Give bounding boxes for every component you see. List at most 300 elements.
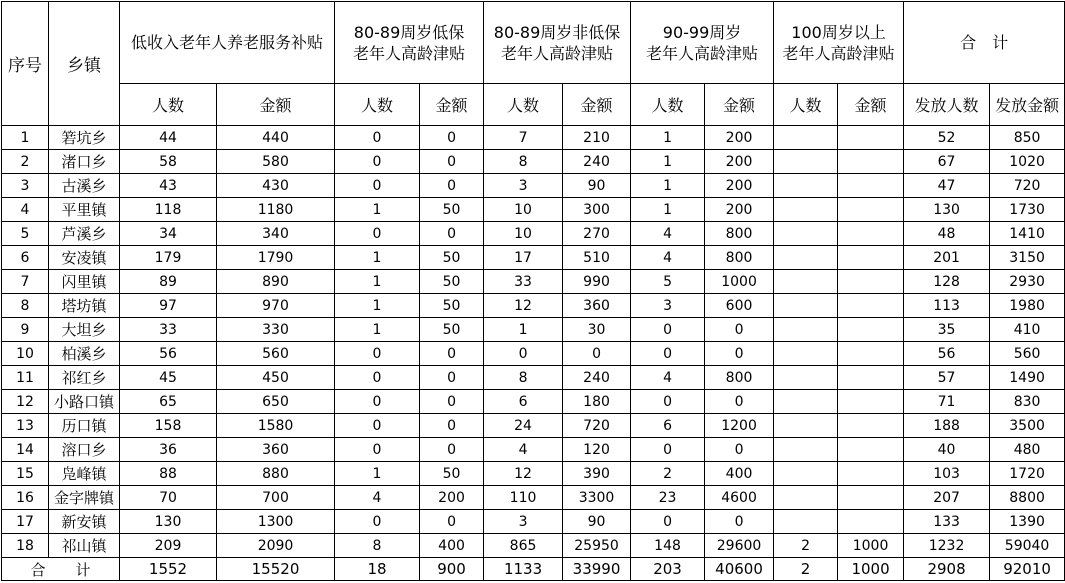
value-cell: 720 — [990, 174, 1065, 198]
value-cell — [774, 462, 838, 486]
value-cell: 133 — [904, 510, 990, 534]
total-value-cell: 2 — [774, 558, 838, 581]
value-cell: 8 — [484, 366, 563, 390]
seq-cell: 10 — [2, 342, 49, 366]
value-cell: 200 — [705, 198, 774, 222]
value-cell — [838, 486, 904, 510]
total-value-cell: 1552 — [120, 558, 217, 581]
subsidy-table — [1, 1, 1065, 581]
value-cell: 0 — [335, 342, 420, 366]
value-cell: 400 — [705, 462, 774, 486]
value-cell: 25950 — [563, 534, 631, 558]
value-cell: 1232 — [904, 534, 990, 558]
seq-header: 序号 — [2, 2, 49, 126]
town-cell: 新安镇 — [49, 510, 120, 534]
value-cell: 800 — [705, 366, 774, 390]
value-cell — [838, 270, 904, 294]
value-cell: 200 — [705, 126, 774, 150]
value-cell — [838, 198, 904, 222]
seq-cell: 9 — [2, 318, 49, 342]
table-row — [2, 486, 1065, 510]
sub-header: 人数 — [335, 84, 420, 126]
group-header-line: 100周岁以上 — [791, 22, 886, 42]
town-cell: 古溪乡 — [49, 174, 120, 198]
group-header-90-99 — [631, 2, 774, 84]
value-cell: 118 — [120, 198, 217, 222]
value-cell: 3 — [631, 294, 705, 318]
value-cell: 113 — [904, 294, 990, 318]
value-cell: 89 — [120, 270, 217, 294]
value-cell: 1490 — [990, 366, 1065, 390]
table-row — [2, 462, 1065, 486]
value-cell: 43 — [120, 174, 217, 198]
total-value-cell: 33990 — [563, 558, 631, 581]
town-cell: 柏溪乡 — [49, 342, 120, 366]
value-cell: 12 — [484, 294, 563, 318]
value-cell: 0 — [705, 510, 774, 534]
value-cell: 50 — [420, 294, 484, 318]
value-cell: 209 — [120, 534, 217, 558]
table-row — [2, 438, 1065, 462]
value-cell: 880 — [217, 462, 335, 486]
value-cell: 158 — [120, 414, 217, 438]
value-cell: 0 — [705, 390, 774, 414]
value-cell: 0 — [705, 342, 774, 366]
town-cell: 安凌镇 — [49, 246, 120, 270]
value-cell: 1 — [335, 294, 420, 318]
value-cell — [838, 150, 904, 174]
town-cell: 历口镇 — [49, 414, 120, 438]
town-cell: 溶口乡 — [49, 438, 120, 462]
value-cell: 5 — [631, 270, 705, 294]
value-cell: 201 — [904, 246, 990, 270]
value-cell: 300 — [563, 198, 631, 222]
value-cell: 70 — [120, 486, 217, 510]
value-cell: 33 — [120, 318, 217, 342]
value-cell — [774, 366, 838, 390]
group-header-total — [904, 2, 1065, 84]
value-cell — [774, 246, 838, 270]
value-cell: 90 — [563, 510, 631, 534]
value-cell: 1580 — [217, 414, 335, 438]
value-cell: 0 — [335, 150, 420, 174]
table-row — [2, 246, 1065, 270]
sub-header: 金额 — [420, 84, 484, 126]
value-cell: 340 — [217, 222, 335, 246]
value-cell: 17 — [484, 246, 563, 270]
total-value-cell: 203 — [631, 558, 705, 581]
sub-header: 发放金额 — [990, 84, 1065, 126]
value-cell — [774, 318, 838, 342]
value-cell: 210 — [563, 126, 631, 150]
value-cell: 240 — [563, 150, 631, 174]
town-cell: 箬坑乡 — [49, 126, 120, 150]
value-cell: 45 — [120, 366, 217, 390]
value-cell: 0 — [335, 414, 420, 438]
value-cell: 0 — [335, 510, 420, 534]
value-cell — [838, 174, 904, 198]
seq-cell: 1 — [2, 126, 49, 150]
value-cell: 360 — [217, 438, 335, 462]
group-header-line: 老年人高龄津贴 — [782, 43, 895, 63]
value-cell: 3 — [484, 174, 563, 198]
town-cell: 小路口镇 — [49, 390, 120, 414]
value-cell: 10 — [484, 198, 563, 222]
value-cell: 8 — [335, 534, 420, 558]
seq-cell: 18 — [2, 534, 49, 558]
value-cell — [838, 294, 904, 318]
town-cell: 渚口乡 — [49, 150, 120, 174]
value-cell: 700 — [217, 486, 335, 510]
value-cell: 390 — [563, 462, 631, 486]
value-cell — [774, 270, 838, 294]
value-cell: 6 — [631, 414, 705, 438]
value-cell — [774, 414, 838, 438]
value-cell: 800 — [705, 222, 774, 246]
table-row — [2, 366, 1065, 390]
value-cell: 34 — [120, 222, 217, 246]
town-cell: 平里镇 — [49, 198, 120, 222]
value-cell: 35 — [904, 318, 990, 342]
value-cell — [838, 438, 904, 462]
value-cell: 0 — [563, 342, 631, 366]
value-cell: 0 — [420, 390, 484, 414]
sub-header: 人数 — [631, 84, 705, 126]
value-cell: 1720 — [990, 462, 1065, 486]
table-row — [2, 174, 1065, 198]
value-cell: 4 — [631, 246, 705, 270]
value-cell: 0 — [420, 438, 484, 462]
value-cell: 57 — [904, 366, 990, 390]
value-cell: 36 — [120, 438, 217, 462]
value-cell: 510 — [563, 246, 631, 270]
value-cell: 1 — [484, 318, 563, 342]
value-cell: 4 — [335, 486, 420, 510]
value-cell: 0 — [420, 342, 484, 366]
value-cell: 3300 — [563, 486, 631, 510]
sub-header: 金额 — [705, 84, 774, 126]
seq-cell: 8 — [2, 294, 49, 318]
value-cell: 850 — [990, 126, 1065, 150]
value-cell: 0 — [335, 438, 420, 462]
value-cell: 450 — [217, 366, 335, 390]
value-cell: 65 — [120, 390, 217, 414]
table-row — [2, 222, 1065, 246]
table-row — [2, 294, 1065, 318]
total-value-cell: 40600 — [705, 558, 774, 581]
value-cell — [774, 222, 838, 246]
value-cell: 1 — [335, 462, 420, 486]
sub-header: 人数 — [484, 84, 563, 126]
value-cell: 240 — [563, 366, 631, 390]
value-cell: 179 — [120, 246, 217, 270]
value-cell: 1 — [631, 174, 705, 198]
total-value-cell: 2908 — [904, 558, 990, 581]
value-cell — [838, 318, 904, 342]
seq-cell: 16 — [2, 486, 49, 510]
value-cell — [774, 438, 838, 462]
value-cell: 58 — [120, 150, 217, 174]
value-cell — [774, 390, 838, 414]
seq-cell: 17 — [2, 510, 49, 534]
value-cell: 130 — [904, 198, 990, 222]
table-row — [2, 534, 1065, 558]
value-cell: 580 — [217, 150, 335, 174]
value-cell: 410 — [990, 318, 1065, 342]
seq-cell: 7 — [2, 270, 49, 294]
value-cell: 0 — [335, 390, 420, 414]
value-cell: 0 — [335, 174, 420, 198]
sub-header: 人数 — [774, 84, 838, 126]
value-cell: 180 — [563, 390, 631, 414]
value-cell: 4600 — [705, 486, 774, 510]
group-header-80-89-dibao — [335, 2, 484, 84]
value-cell: 720 — [563, 414, 631, 438]
table-row — [2, 198, 1065, 222]
group-header-line: 合 计 — [960, 33, 1009, 52]
value-cell: 4 — [631, 366, 705, 390]
value-cell: 90 — [563, 174, 631, 198]
value-cell: 67 — [904, 150, 990, 174]
seq-cell: 4 — [2, 198, 49, 222]
value-cell: 200 — [420, 486, 484, 510]
table-row — [2, 390, 1065, 414]
value-cell — [774, 294, 838, 318]
group-header-line: 老年人高龄津贴 — [501, 43, 614, 63]
value-cell — [838, 126, 904, 150]
value-cell: 0 — [705, 438, 774, 462]
value-cell: 1980 — [990, 294, 1065, 318]
town-cell: 凫峰镇 — [49, 462, 120, 486]
value-cell — [774, 342, 838, 366]
seq-cell: 3 — [2, 174, 49, 198]
value-cell: 88 — [120, 462, 217, 486]
value-cell: 103 — [904, 462, 990, 486]
value-cell: 24 — [484, 414, 563, 438]
value-cell: 50 — [420, 270, 484, 294]
value-cell: 800 — [705, 246, 774, 270]
value-cell: 1000 — [838, 534, 904, 558]
value-cell: 560 — [217, 342, 335, 366]
town-cell: 闪里镇 — [49, 270, 120, 294]
value-cell — [838, 222, 904, 246]
value-cell: 2090 — [217, 534, 335, 558]
town-cell: 祁山镇 — [49, 534, 120, 558]
total-value-cell: 900 — [420, 558, 484, 581]
group-header-line: 90-99周岁 — [662, 22, 742, 42]
total-value-cell: 18 — [335, 558, 420, 581]
value-cell: 0 — [335, 126, 420, 150]
value-cell: 480 — [990, 438, 1065, 462]
value-cell: 3150 — [990, 246, 1065, 270]
value-cell: 6 — [484, 390, 563, 414]
value-cell — [838, 390, 904, 414]
value-cell: 48 — [904, 222, 990, 246]
value-cell: 1 — [335, 198, 420, 222]
value-cell: 990 — [563, 270, 631, 294]
value-cell: 0 — [420, 414, 484, 438]
value-cell: 1410 — [990, 222, 1065, 246]
value-cell: 600 — [705, 294, 774, 318]
value-cell: 1200 — [705, 414, 774, 438]
value-cell: 1 — [631, 126, 705, 150]
value-cell: 0 — [631, 510, 705, 534]
town-cell: 祁红乡 — [49, 366, 120, 390]
value-cell: 56 — [904, 342, 990, 366]
value-cell: 1 — [335, 270, 420, 294]
town-cell: 金字牌镇 — [49, 486, 120, 510]
table-body — [2, 126, 1065, 581]
table-row — [2, 270, 1065, 294]
value-cell: 4 — [484, 438, 563, 462]
value-cell: 50 — [420, 318, 484, 342]
town-cell: 塔坊镇 — [49, 294, 120, 318]
value-cell: 1020 — [990, 150, 1065, 174]
group-header-100-plus — [774, 2, 904, 84]
value-cell: 1300 — [217, 510, 335, 534]
seq-cell: 14 — [2, 438, 49, 462]
value-cell: 2930 — [990, 270, 1065, 294]
sub-header: 发放人数 — [904, 84, 990, 126]
value-cell — [838, 366, 904, 390]
town-cell: 芦溪乡 — [49, 222, 120, 246]
total-value-cell: 15520 — [217, 558, 335, 581]
table-row — [2, 126, 1065, 150]
value-cell: 1790 — [217, 246, 335, 270]
value-cell: 128 — [904, 270, 990, 294]
value-cell: 110 — [484, 486, 563, 510]
value-cell: 1 — [335, 318, 420, 342]
value-cell: 71 — [904, 390, 990, 414]
value-cell: 430 — [217, 174, 335, 198]
value-cell: 1 — [631, 198, 705, 222]
value-cell: 1180 — [217, 198, 335, 222]
header-row-1 — [2, 2, 1065, 84]
sub-header: 人数 — [120, 84, 217, 126]
value-cell: 23 — [631, 486, 705, 510]
value-cell: 2 — [631, 462, 705, 486]
table-row — [2, 150, 1065, 174]
value-cell — [838, 414, 904, 438]
value-cell: 10 — [484, 222, 563, 246]
group-header-low-income — [120, 2, 335, 84]
header-row-2 — [2, 84, 1065, 126]
value-cell: 360 — [563, 294, 631, 318]
value-cell: 0 — [335, 222, 420, 246]
value-cell — [774, 486, 838, 510]
town-cell: 大坦乡 — [49, 318, 120, 342]
group-header-line: 80-89周岁非低保 — [493, 22, 621, 42]
value-cell: 12 — [484, 462, 563, 486]
value-cell: 148 — [631, 534, 705, 558]
value-cell — [774, 510, 838, 534]
value-cell: 0 — [484, 342, 563, 366]
value-cell: 120 — [563, 438, 631, 462]
value-cell: 200 — [705, 174, 774, 198]
seq-cell: 11 — [2, 366, 49, 390]
value-cell: 0 — [420, 150, 484, 174]
seq-cell: 2 — [2, 150, 49, 174]
value-cell: 0 — [420, 222, 484, 246]
sub-header: 金额 — [838, 84, 904, 126]
value-cell: 1390 — [990, 510, 1065, 534]
value-cell: 270 — [563, 222, 631, 246]
group-header-80-89-non-dibao — [484, 2, 631, 84]
total-value-cell: 1133 — [484, 558, 563, 581]
value-cell: 330 — [217, 318, 335, 342]
value-cell — [774, 174, 838, 198]
value-cell: 865 — [484, 534, 563, 558]
value-cell: 7 — [484, 126, 563, 150]
seq-cell: 13 — [2, 414, 49, 438]
value-cell: 890 — [217, 270, 335, 294]
table-row — [2, 414, 1065, 438]
value-cell — [774, 150, 838, 174]
group-header-line: 老年人高龄津贴 — [646, 43, 759, 63]
value-cell: 0 — [335, 366, 420, 390]
total-value-cell: 92010 — [990, 558, 1065, 581]
value-cell: 1 — [335, 246, 420, 270]
value-cell: 0 — [420, 510, 484, 534]
value-cell: 0 — [631, 318, 705, 342]
value-cell: 830 — [990, 390, 1065, 414]
group-header-line: 80-89周岁低保 — [353, 22, 465, 42]
value-cell: 130 — [120, 510, 217, 534]
value-cell — [838, 342, 904, 366]
group-header-line: 老年人高龄津贴 — [353, 43, 466, 63]
value-cell: 0 — [705, 318, 774, 342]
value-cell: 29600 — [705, 534, 774, 558]
value-cell: 8800 — [990, 486, 1065, 510]
sub-header: 金额 — [217, 84, 335, 126]
value-cell: 0 — [631, 390, 705, 414]
value-cell: 440 — [217, 126, 335, 150]
value-cell: 3500 — [990, 414, 1065, 438]
value-cell: 47 — [904, 174, 990, 198]
value-cell: 0 — [631, 342, 705, 366]
seq-cell: 5 — [2, 222, 49, 246]
table-row — [2, 342, 1065, 366]
value-cell: 4 — [631, 222, 705, 246]
value-cell: 0 — [631, 438, 705, 462]
total-label: 合 计 — [2, 558, 120, 581]
value-cell: 3 — [484, 510, 563, 534]
value-cell: 188 — [904, 414, 990, 438]
value-cell: 52 — [904, 126, 990, 150]
value-cell: 650 — [217, 390, 335, 414]
value-cell — [774, 126, 838, 150]
group-header-line: 低收入老年人养老服务补贴 — [131, 33, 324, 52]
total-value-cell: 1000 — [838, 558, 904, 581]
value-cell: 1 — [631, 150, 705, 174]
value-cell: 59040 — [990, 534, 1065, 558]
table-row — [2, 318, 1065, 342]
town-header: 乡镇 — [49, 2, 120, 126]
value-cell: 50 — [420, 198, 484, 222]
total-row — [2, 558, 1065, 581]
value-cell: 0 — [420, 366, 484, 390]
value-cell: 30 — [563, 318, 631, 342]
value-cell — [774, 198, 838, 222]
value-cell: 97 — [120, 294, 217, 318]
seq-cell: 12 — [2, 390, 49, 414]
value-cell: 560 — [990, 342, 1065, 366]
value-cell: 970 — [217, 294, 335, 318]
value-cell: 50 — [420, 462, 484, 486]
value-cell: 40 — [904, 438, 990, 462]
value-cell: 400 — [420, 534, 484, 558]
value-cell: 50 — [420, 246, 484, 270]
